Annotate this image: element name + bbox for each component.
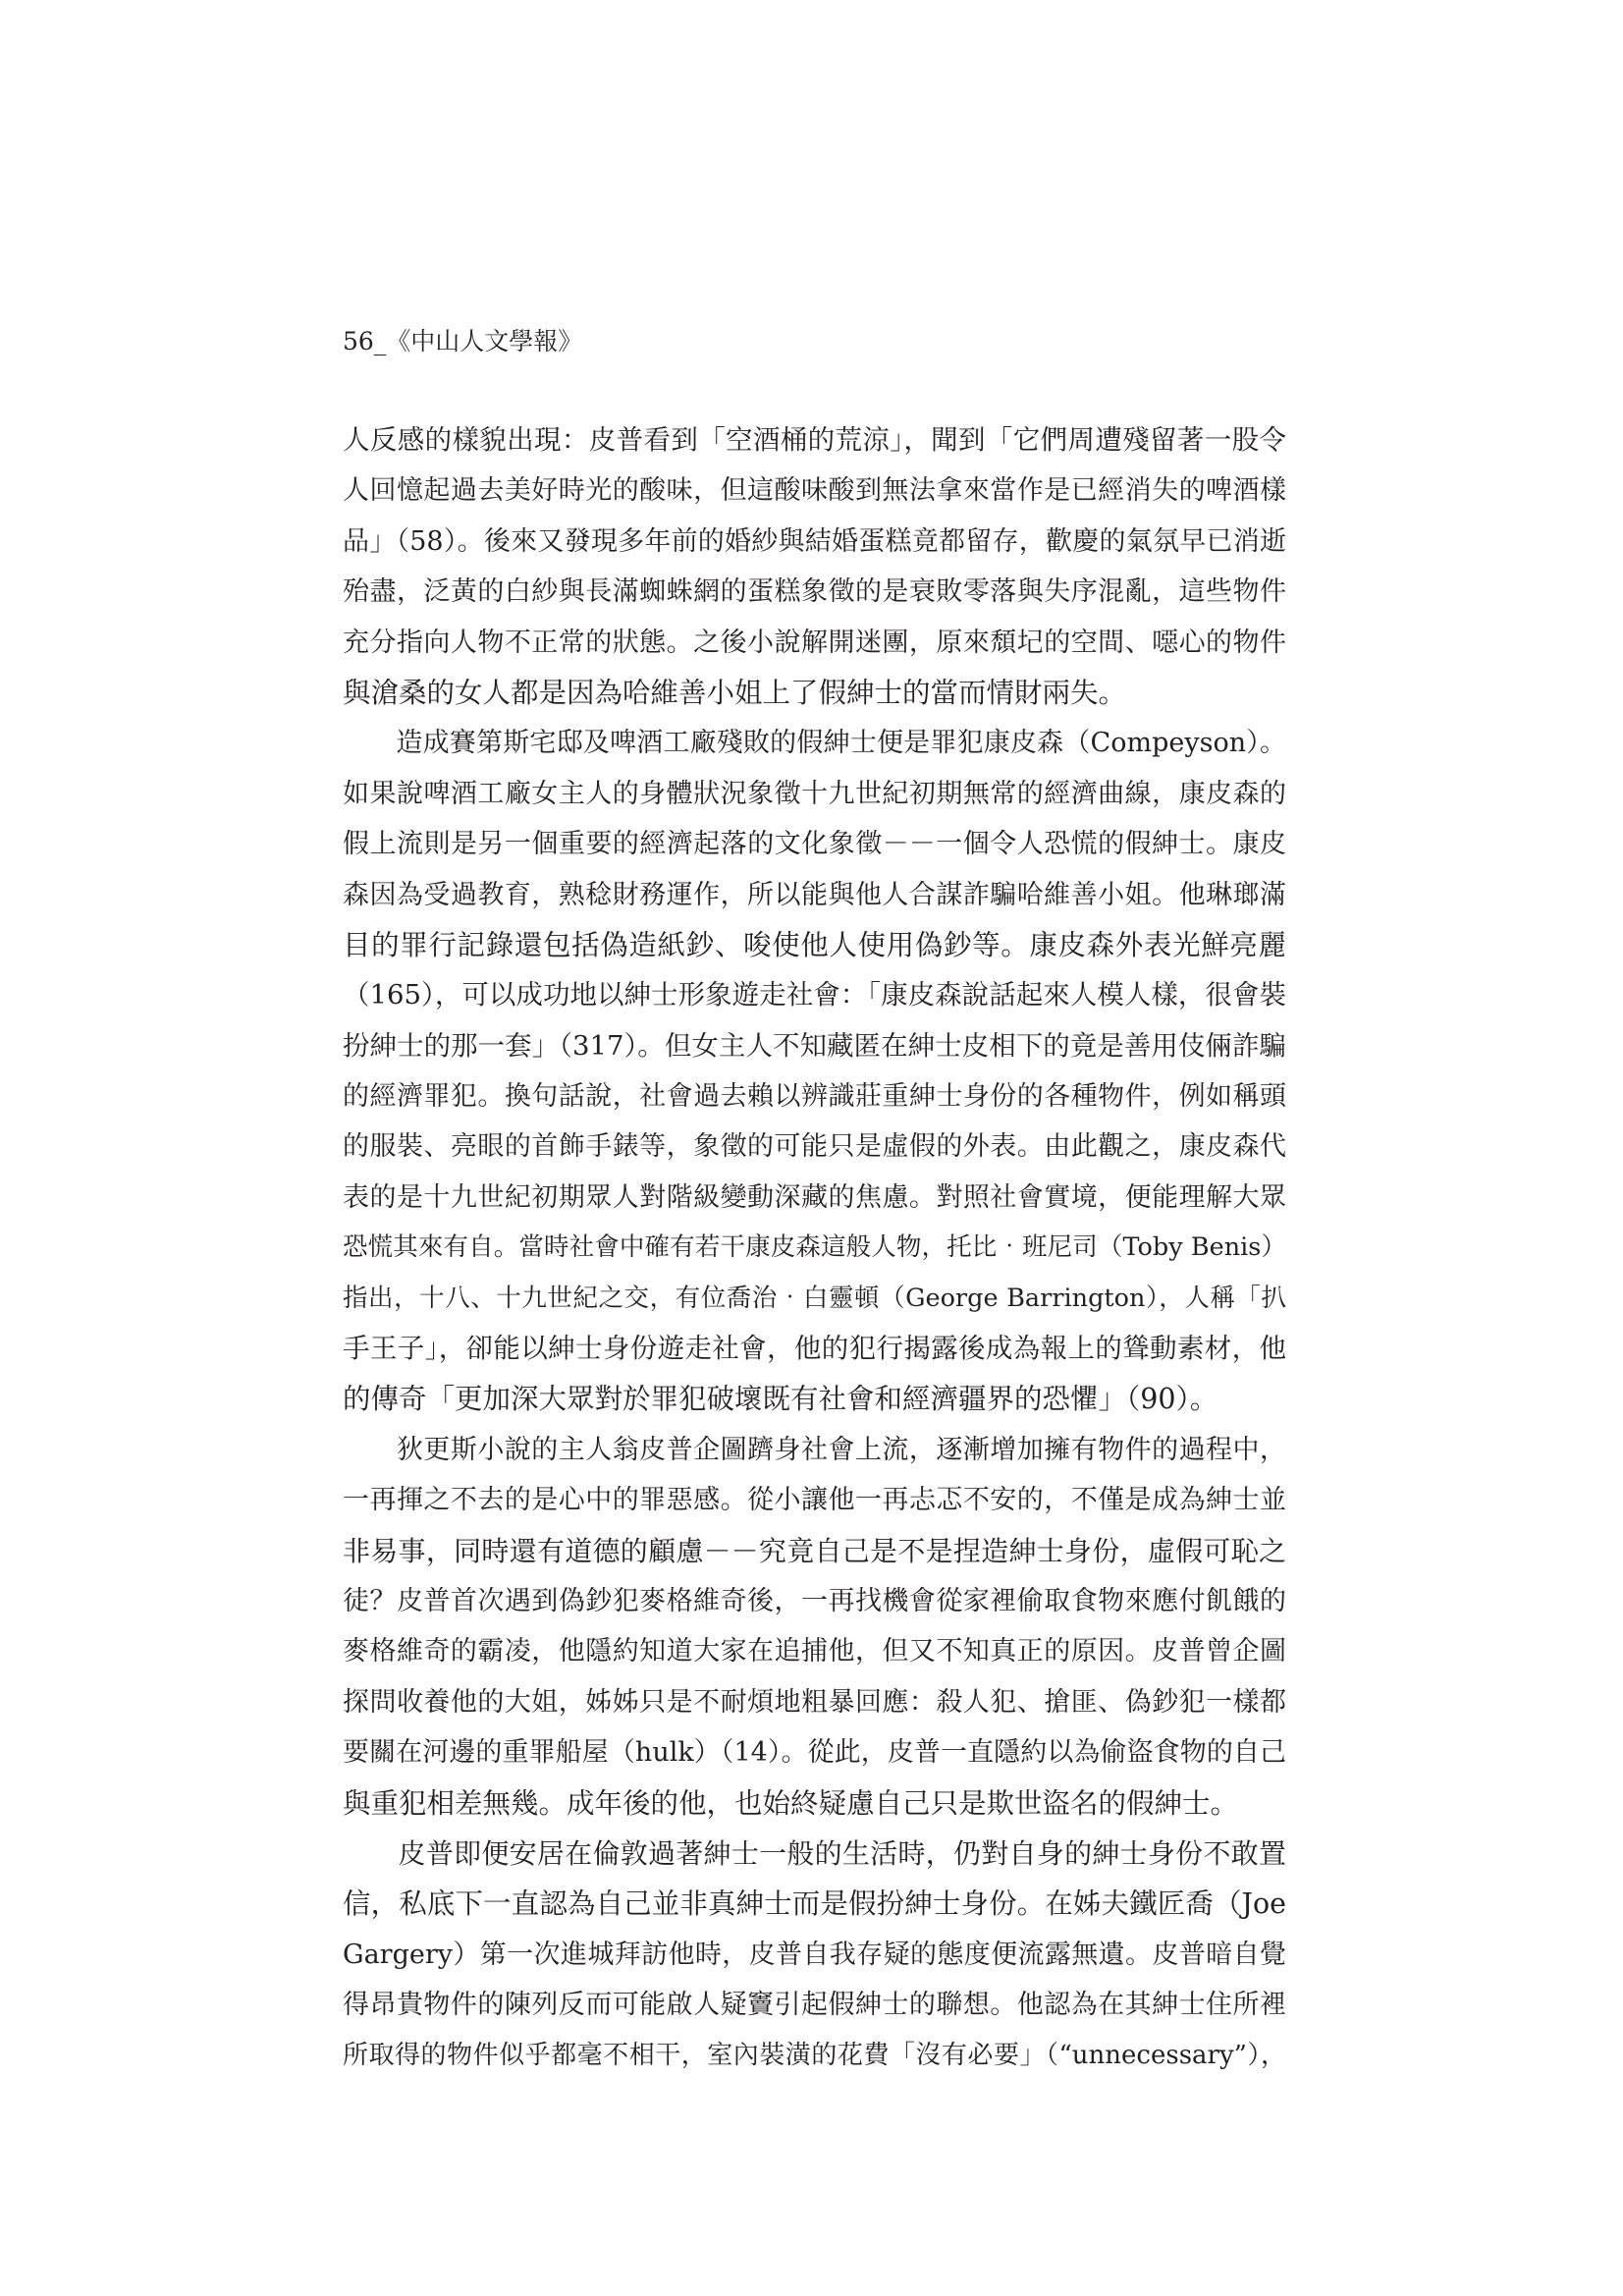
text-line: 得昂貴物件的陳列反而可能啟人疑竇引起假紳士的聯想。他認為在其紳士住所裡 bbox=[343, 1990, 1286, 2021]
text-line: 手王子」，卻能以紳士身份遊走社會，他的犯行揭露後成為報上的聳動素材，他 bbox=[343, 1333, 1286, 1365]
text-line: 造成賽第斯宅邸及啤酒工廠殘敗的假紳士便是罪犯康皮森（Compeyson）。 bbox=[343, 728, 1286, 759]
text-line: 信，私底下一直認為自己並非真紳士而是假扮紳士身份。在姊夫鐵匠喬（Joe bbox=[343, 1887, 1286, 1921]
text-line: 扮紳士的那一套」（317）。但女主人不知藏匿在紳士皮相下的竟是善用伎倆詐騙 bbox=[343, 1029, 1286, 1062]
text-line: 假上流則是另一個重要的經濟起落的文化象徵－－一個令人恐慌的假紳士。康皮 bbox=[343, 829, 1286, 860]
text-line: 狄更斯小說的主人翁皮普企圖躋身社會上流，逐漸增加擁有物件的過程中， bbox=[343, 1434, 1286, 1465]
text-line: 要關在河邊的重罪船屋（hulk）（14）。從此，皮普一直隱約以為偷盜食物的自己 bbox=[343, 1737, 1286, 1769]
text-line: 皮普即便安居在倫敦過著紳士一般的生活時，仍對自身的紳士身份不敢置 bbox=[343, 1836, 1286, 1870]
text-line: 麥格維奇的霸凌，他隱約知道大家在追捕他，但又不知真正的原因。皮普曾企圖 bbox=[343, 1636, 1286, 1667]
text-line: 探問收養他的大姐，姊姊只是不耐煩地粗暴回應：殺人犯、搶匪、偽鈔犯一樣都 bbox=[343, 1686, 1286, 1718]
text-line: （165），可以成功地以紳士形象遊走社會：「康皮森說話起來人模人樣，很會裝 bbox=[343, 979, 1286, 1011]
text-line: Gargery）第一次進城拜訪他時，皮普自我存疑的態度便流露無遺。皮普暗自覺 bbox=[343, 1939, 1286, 1970]
text-line: 與滄桑的女人都是因為哈維善小姐上了假紳士的當而情財兩失。 bbox=[343, 676, 1127, 709]
text-line: 的服裝、亮眼的首飾手錶等，象徵的可能只是虛假的外表。由此觀之，康皮森代 bbox=[343, 1131, 1286, 1163]
text-line: 一再揮之不去的是心中的罪惡感。從小讓他一再忐忑不安的，不僅是成為紳士並 bbox=[343, 1485, 1286, 1516]
text-line: 目的罪行記錄還包括偽造紙鈔、唆使他人使用偽鈔等。康皮森外表光鮮亮麗 bbox=[343, 928, 1286, 961]
text-line: 殆盡，泛黃的白紗與長滿蜘蛛網的蛋糕象徵的是衰敗零落與失序混亂，這些物件 bbox=[343, 576, 1286, 608]
text-line: 充分指向人物不正常的狀態。之後小說解開迷團，原來頹圮的空間、噁心的物件 bbox=[343, 627, 1286, 658]
text-line: 徒？皮普首次遇到偽鈔犯麥格維奇後，一再找機會從家裡偷取食物來應付飢餓的 bbox=[343, 1585, 1286, 1616]
running-header: 56_《中山人文學報》 bbox=[343, 327, 583, 355]
text-line: 森因為受過教育，熟稔財務運作，所以能與他人合謀詐騙哈維善小姐。他琳瑯滿 bbox=[343, 879, 1286, 910]
text-line: 的傳奇「更加深大眾對於罪犯破壞既有社會和經濟疆界的恐懼」（90）。 bbox=[343, 1383, 1218, 1416]
text-line: 人反感的樣貌出現：皮普看到「空酒桶的荒涼」，聞到「它們周遭殘留著一股令 bbox=[343, 424, 1286, 456]
text-line: 表的是十九世紀初期眾人對階級變動深藏的焦慮。對照社會實境，便能理解大眾 bbox=[343, 1181, 1286, 1213]
text-line: 指出，十八、十九世紀之交，有位喬治‧白靈頓（George Barrington），人稱「扒 bbox=[343, 1283, 1286, 1313]
text-line: 與重犯相差無幾。成年後的他，也始終疑慮自己只是欺世盜名的假紳士。 bbox=[343, 1786, 1239, 1820]
text-line: 恐慌其來有自。當時社會中確有若干康皮森這般人物，托比‧班尼司（Toby Benis） bbox=[343, 1232, 1286, 1263]
text-line: 所取得的物件似乎都毫不相干，室內裝潢的花費「沒有必要」（“unnecessary”）， bbox=[343, 2040, 1286, 2070]
text-line: 品」（58）。後來又發現多年前的婚紗與結婚蛋糕竟都留存，歡慶的氣氛早已消逝 bbox=[343, 525, 1286, 557]
body-text bbox=[343, 415, 1286, 2081]
text-line: 如果說啤酒工廠女主人的身體狀況象徵十九世紀初期無常的經濟曲線，康皮森的 bbox=[343, 778, 1286, 809]
text-line: 的經濟罪犯。換句話說，社會過去賴以辨識莊重紳士身份的各種物件，例如稱頭 bbox=[343, 1081, 1286, 1113]
text-line: 人回憶起過去美好時光的酸味，但這酸味酸到無法拿來當作是已經消失的啤酒樣 bbox=[343, 475, 1286, 507]
text-line: 非易事，同時還有道德的顧慮－－究竟自己是不是捏造紳士身份，虛假可恥之 bbox=[343, 1534, 1286, 1567]
